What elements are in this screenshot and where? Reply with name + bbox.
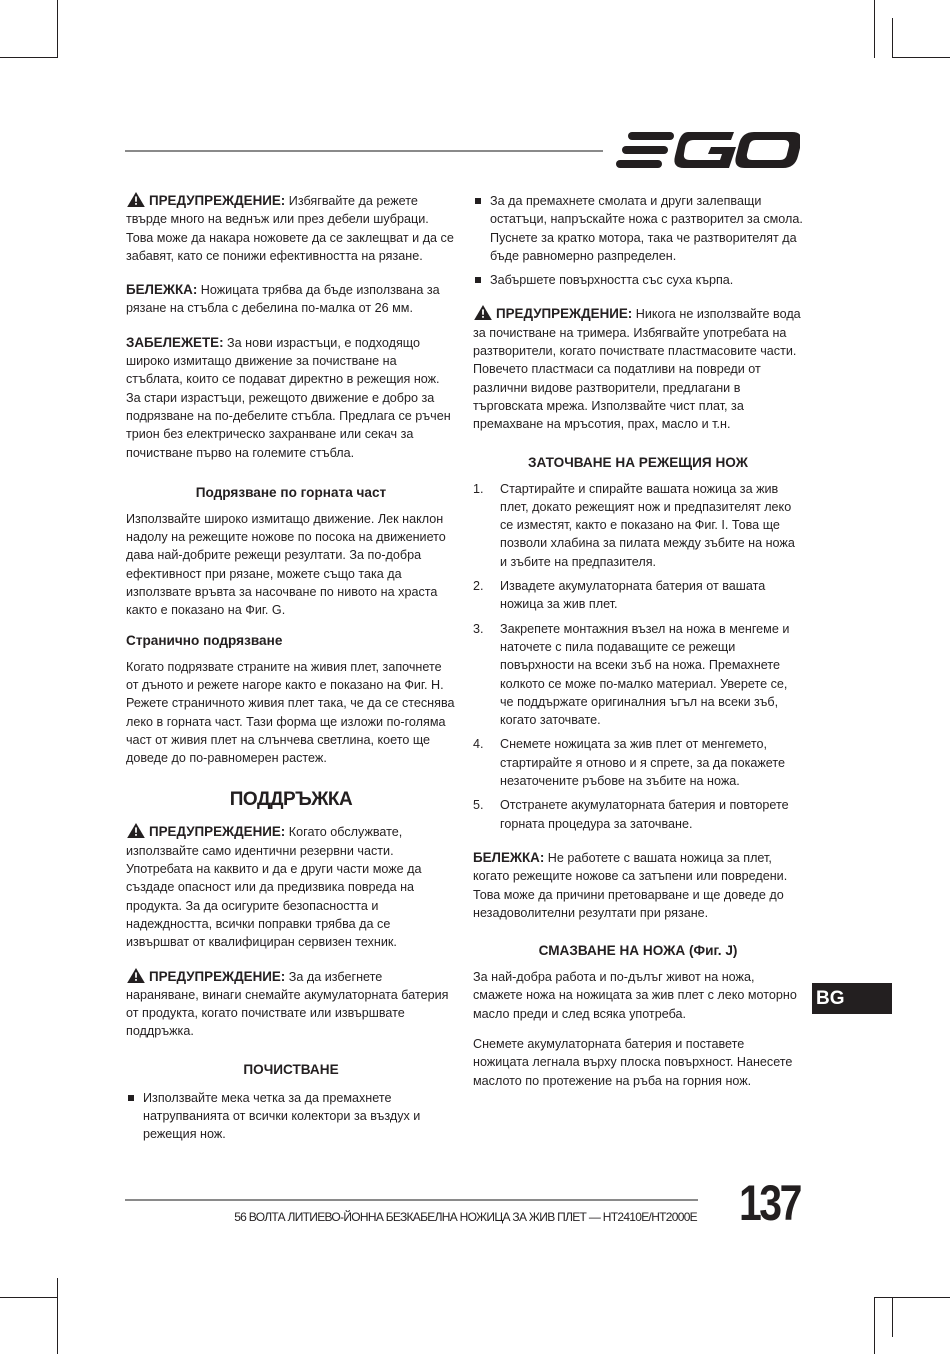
ego-logo xyxy=(616,128,800,172)
warning-label: ПРЕДУПРЕЖДЕНИЕ: xyxy=(496,306,633,322)
warning-text: Никога не използвайте вода за почистване на тримера. Избягвайте употребата на разтворители, когато почиствате пластмасовите части. Повечето пластмаси са податливи на повреди от различни видове разтворители, предлагани в търговската мрежа. Използвайте чист плат, за премахване на мръсотия, прах, масло и т.н. xyxy=(473,307,801,432)
crop-mark xyxy=(57,0,58,58)
cleaning-list xyxy=(126,1089,456,1144)
step-number: 4. xyxy=(473,737,484,752)
maintenance-heading: ПОДДРЪЖКА xyxy=(229,789,353,811)
note-paragraph xyxy=(473,849,803,922)
sharpening-steps xyxy=(473,480,803,833)
step-text: Стартирайте и спирайте вашата ножица за жив плет, докато режещият нож и предпазителят леко се изместят, както е показано на Фиг. I. Това ще позволи хлабина за пилата между зъбите на ножа и зъбите на предпазителя. xyxy=(500,481,795,569)
crop-mark xyxy=(874,0,875,58)
lubrication-text: За най-добра работа и по-дълъг живот на ножа, смажете ножа на ножицата за жив плет с леко моторно масло преди и след всяка употреба. xyxy=(473,970,797,1021)
crop-mark xyxy=(874,1297,950,1298)
header-rule xyxy=(125,150,603,152)
crop-mark xyxy=(874,1297,875,1354)
crop-mark xyxy=(57,1278,58,1354)
warning-paragraph xyxy=(473,305,803,433)
step-text: Отстранете акумулаторната батерия и повторете горната процедура за заточване. xyxy=(500,798,789,831)
note-text: Не работете с вашата ножица за плет, когато режещите ножове са затъпени или повредени. Това може да причини претоварване и ще доведе до незадоволителни резултати при рязане. xyxy=(473,850,788,920)
step-number: 3. xyxy=(473,621,484,636)
crop-mark xyxy=(892,57,950,58)
step-text: Извадете акумулаторната батерия от вашата ножица за жив плет. xyxy=(500,579,766,612)
list-item: Забършете повърхността със суха кърпа. xyxy=(473,271,803,289)
footer-rule xyxy=(125,1199,698,1201)
crop-mark xyxy=(892,18,893,58)
lubrication-text: Снемете акумулаторната батерия и поставете ножицата легнала върху плоска повърхност. Нанесете маслото по протежение на ръба на горния нож. xyxy=(473,1036,793,1088)
warning-label: ПРЕДУПРЕЖДЕНИЕ: xyxy=(149,824,286,840)
step-number: 2. xyxy=(473,579,484,594)
note-label: БЕЛЕЖКА: xyxy=(126,282,198,298)
right-column xyxy=(473,192,803,1090)
warning-text: За да избегнете нараняване, винаги снемайте акумулаторната батерия от продукта, когато почиствате или извършвате поддръжка. xyxy=(126,969,449,1039)
list-item: За да премахнете смолата и други залепващи остатъци, напръскайте ножа с разтворител за смола. Пуснете за кратко мотора, така че разтворителят да бъде равномерно разпределен. xyxy=(473,192,803,265)
note-paragraph xyxy=(126,281,456,318)
language-tab: BG xyxy=(812,983,892,1014)
warning-paragraph xyxy=(126,823,456,951)
lubrication-heading: СМАЗВАНЕ НА НОЖА (Фиг. J) xyxy=(538,943,738,959)
list-item xyxy=(473,796,803,833)
notice-paragraph xyxy=(126,334,456,462)
warning-triangle-icon xyxy=(126,823,146,838)
list-item xyxy=(473,480,803,571)
step-number: 5. xyxy=(473,798,484,813)
warning-triangle-icon xyxy=(126,192,146,207)
step-text: Закрепете монтажния възел на ножа в менгеме и наточете с пила подаващите се режещи повърхности на всеки зъб на ножа. Премахнете колкото се може по-малко материал. Уверете се, че поддържате оригиналния ъгъл на всеки зъб, когато заточвате. xyxy=(500,621,790,728)
crop-mark xyxy=(892,1297,893,1337)
list-item xyxy=(473,620,803,730)
list-item: Използвайте мека четка за да премахнете натрупванията от всички колектори за въздух и режещия нож. xyxy=(126,1089,456,1144)
crop-mark xyxy=(0,57,58,58)
warning-paragraph xyxy=(126,968,456,1041)
notice-label: ЗАБЕЛЕЖЕТЕ: xyxy=(126,334,224,350)
note-text: Ножицата трябва да бъде използвана за рязане на стъбла с дебелина по-малка от 26 мм. xyxy=(126,283,440,316)
step-text: Снемете ножицата за жив плет от менгемето, стартирайте я отново и я спрете, за да покажете незаточените ръбове на зъбите на ножа. xyxy=(500,737,786,789)
left-column xyxy=(126,192,456,1144)
step-number: 1. xyxy=(473,481,484,496)
cleaning-list-continued xyxy=(473,192,803,289)
list-item xyxy=(473,577,803,614)
sharpening-heading: ЗАТОЧВАНЕ НА РЕЖЕЩИЯ НОЖ xyxy=(528,454,748,470)
warning-label: ПРЕДУПРЕЖДЕНИЕ: xyxy=(149,193,286,208)
side-trimming-heading: Странично подрязване xyxy=(126,632,283,648)
warning-triangle-icon xyxy=(473,305,493,320)
note-label: БЕЛЕЖКА: xyxy=(473,849,545,865)
warning-triangle-icon xyxy=(126,968,146,983)
side-trimming-text: Когато подрязвате страните на живия плет, започнете от дъното и режете нагоре както е показано на Фиг. H. Режете страничното живия плет така, че да се стеснява леко в горната част. Тази форма ще изложи по-голяма част от живия плет на слънчева светлина, което ще доведе до по-равномерен растеж. xyxy=(126,659,455,766)
warning-label: ПРЕДУПРЕЖДЕНИЕ: xyxy=(149,968,286,984)
crop-mark xyxy=(0,1297,58,1298)
warning-text: Избягвайте да режете твърде много на веднъж или през дебели шубраци. Това може да накара ножовете да се заклещват и да се забавят, като се понижи ефективността на рязане. xyxy=(126,194,454,263)
footer-title: 56 ВОЛТА ЛИТИЕВО-ЙОННА БЕЗКАБЕЛНА НОЖИЦА ЗА ЖИВ ПЛЕТ — HT2410E/HT2000E xyxy=(234,1210,697,1224)
top-trimming-text: Използвайте широко измитащо движение. Лек наклон надолу на режещите ножове по посока на движението дава най-добрите режещи резултати. За по-добра ефективност при рязане, можете също така да използвате връвта за насочване по нивото на храста както е показано на Фиг. G. xyxy=(126,511,446,618)
notice-text: За нови израстъци, е подходящо широко измитащо движение за почистване на стъблата, които се подават директно в режещия нож. За стари израстъци, режещото движение е добро за подрязване на по-дебелите стъбла. Предлага се ръчен трион без електрическо захранване или секач за почистване първо на големите стъбла. xyxy=(126,335,451,460)
warning-text: Когато обслужвате, използвайте само идентични резервни части. Употребата на каквито и да е други части може да създаде опасност или да предизвика повреда на продукта. За да осигурите безопасността и надеждността, всички поправки трябва да се извършват от квалифициран сервизен техник. xyxy=(126,825,422,950)
warning-paragraph xyxy=(126,192,456,265)
page-number: 137 xyxy=(738,1175,800,1231)
cleaning-heading: ПОЧИСТВАНЕ xyxy=(243,1061,339,1077)
list-item xyxy=(473,735,803,790)
top-trimming-heading: Подрязване по горната част xyxy=(195,484,387,500)
